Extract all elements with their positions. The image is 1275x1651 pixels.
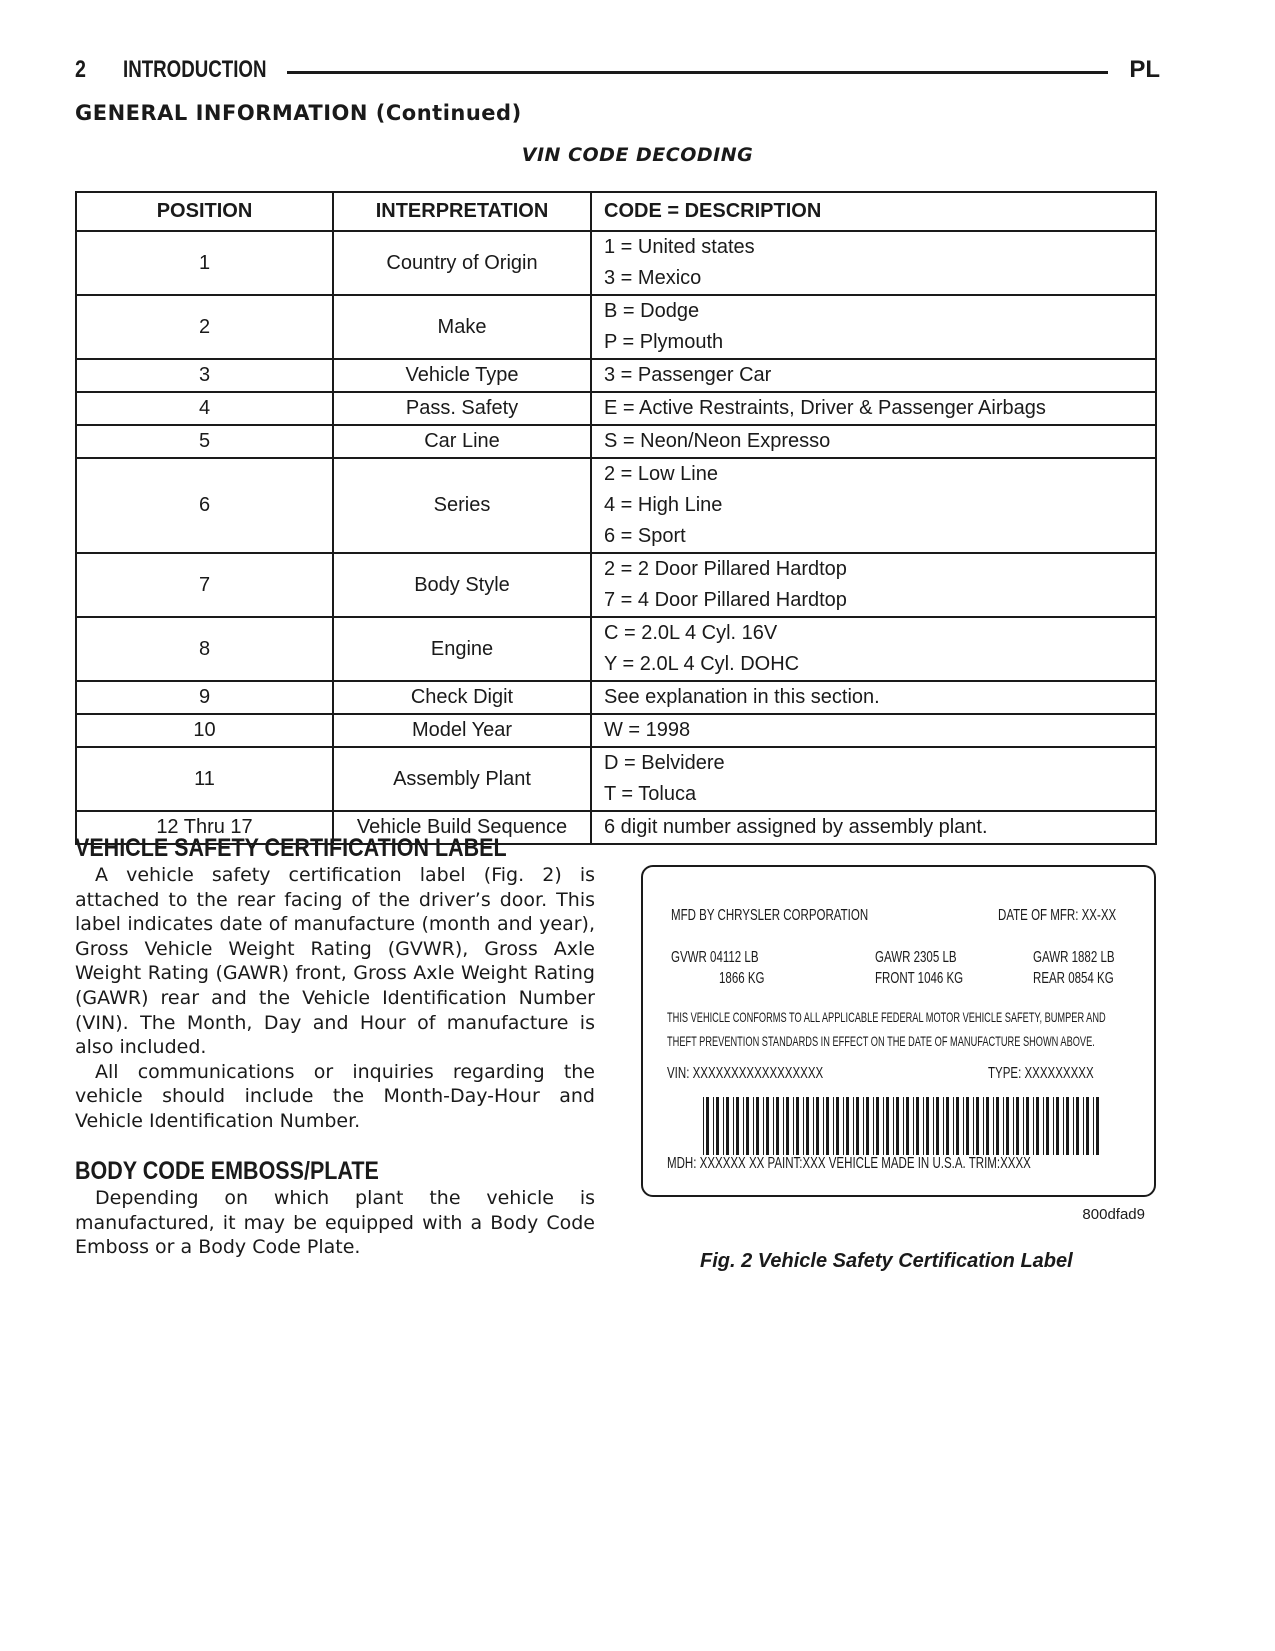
barcode-bar: [943, 1097, 944, 1155]
code-line: See explanation in this section.: [604, 686, 880, 708]
column-header: POSITION: [76, 192, 333, 231]
barcode-bar: [1006, 1097, 1009, 1155]
barcode-bar: [903, 1097, 904, 1155]
interpretation-cell: Model Year: [333, 714, 591, 747]
barcode-bar: [1023, 1097, 1024, 1155]
interpretation-cell: Car Line: [333, 425, 591, 458]
barcode-bar: [793, 1097, 794, 1155]
code-description-cell: [591, 359, 1156, 392]
barcode-bar: [1066, 1097, 1069, 1155]
code-line: D = Belvidere: [604, 752, 725, 774]
barcode-bar: [1016, 1097, 1019, 1155]
interpretation-cell: Engine: [333, 617, 591, 681]
interpretation-cell: Vehicle Type: [333, 359, 591, 392]
code-line: B = Dodge: [604, 300, 700, 322]
barcode-bar: [796, 1097, 799, 1155]
body-code-heading: BODY CODE EMBOSS/PLATE: [75, 1157, 379, 1185]
page-number: 2: [75, 56, 86, 83]
chapter-title: INTRODUCTION: [123, 56, 267, 83]
code-description-cell: [591, 617, 1156, 681]
code-line: P = Plymouth: [604, 331, 724, 353]
barcode-bar: [776, 1097, 779, 1155]
vin-code-table: [75, 191, 1157, 845]
barcode-bar: [1053, 1097, 1054, 1155]
code-line: 6 = Sport: [604, 525, 686, 547]
barcode-bar: [1073, 1097, 1074, 1155]
table-row: [76, 553, 1156, 617]
barcode-bar: [913, 1097, 914, 1155]
code-description-cell: [591, 231, 1156, 295]
label-date: DATE OF MFR: XX-XX: [998, 907, 1117, 924]
position-cell: 7: [76, 553, 333, 617]
code-description-cell: [591, 681, 1156, 714]
code-line: S = Neon/Neon Expresso: [604, 430, 831, 452]
barcode-bar: [886, 1097, 889, 1155]
barcode-bar: [976, 1097, 979, 1155]
safety-label-heading: VEHICLE SAFETY CERTIFICATION LABEL: [75, 834, 507, 862]
figure-caption: Fig. 2 Vehicle Safety Certification Label: [700, 1250, 1073, 1272]
position-cell: 8: [76, 617, 333, 681]
column-header: CODE = DESCRIPTION: [591, 192, 1156, 231]
barcode-bar: [986, 1097, 989, 1155]
paragraph: All communications or inquiries regarding the vehicle should include the Month-Day-Hour and Vehicle Identification Number.: [75, 1060, 595, 1132]
barcode-bar: [733, 1097, 734, 1155]
label-gawr-rear-kg: REAR 0854 KG: [1033, 970, 1114, 987]
barcode-bar: [956, 1097, 959, 1155]
barcode-bar: [963, 1097, 964, 1155]
barcode-bar: [946, 1097, 949, 1155]
code-line: 7 = 4 Door Pillared Hardtop: [604, 589, 847, 611]
barcode-bar: [923, 1097, 924, 1155]
barcode-bar: [763, 1097, 764, 1155]
barcode-bar: [1026, 1097, 1029, 1155]
section-code: PL: [1129, 56, 1160, 83]
table-row: [76, 617, 1156, 681]
barcode-bar: [1046, 1097, 1049, 1155]
barcode-bar: [936, 1097, 939, 1155]
barcode-bar: [726, 1097, 729, 1155]
section-title: GENERAL INFORMATION (Continued): [75, 101, 522, 125]
barcode-bar: [906, 1097, 909, 1155]
paragraph: A vehicle safety certification label (Fig. 2) is attached to the rear facing of the driver’s door. This label indicates date of manufacture (month and year), Gross Vehicle Weight Rating (GVWR), Gross Axle Weight Rating (GAWR) front, Gross Axle Weight Rating (GAWR) rear and the Vehicle Identification Number (VIN). The Month, Day and Hour of manufacture is also included.: [75, 864, 595, 1059]
barcode-bar: [933, 1097, 934, 1155]
code-line: 2 = Low Line: [604, 463, 718, 485]
code-description-cell: [591, 425, 1156, 458]
position-cell: 12 Thru 17: [76, 811, 333, 844]
code-description-cell: [591, 747, 1156, 811]
barcode-bar: [826, 1097, 829, 1155]
table-row: [76, 392, 1156, 425]
code-description-cell: [591, 553, 1156, 617]
barcode-bar: [1013, 1097, 1014, 1155]
label-gawr-front-kg: FRONT 1046 KG: [875, 970, 964, 987]
barcode-bar: [816, 1097, 819, 1155]
barcode-bar: [856, 1097, 859, 1155]
barcode-bar: [973, 1097, 974, 1155]
barcode-bar: [996, 1097, 999, 1155]
position-cell: 6: [76, 458, 333, 553]
code-line: 4 = High Line: [604, 494, 723, 516]
interpretation-cell: Assembly Plant: [333, 747, 591, 811]
table-row: [76, 458, 1156, 553]
barcode-bar: [866, 1097, 869, 1155]
interpretation-cell: Vehicle Build Sequence: [333, 811, 591, 844]
barcode-bar: [803, 1097, 804, 1155]
table-row: [76, 747, 1156, 811]
barcode-bar: [836, 1097, 839, 1155]
label-gawr-front: GAWR 2305 LB: [875, 949, 957, 966]
barcode-bar: [833, 1097, 834, 1155]
barcode-bar: [896, 1097, 899, 1155]
table-row: [76, 681, 1156, 714]
table-row: [76, 231, 1156, 295]
code-line: 3 = Passenger Car: [604, 364, 772, 386]
barcode-bar: [766, 1097, 769, 1155]
interpretation-cell: Body Style: [333, 553, 591, 617]
barcode-bar: [846, 1097, 849, 1155]
barcode-bar: [1036, 1097, 1039, 1155]
position-cell: 3: [76, 359, 333, 392]
interpretation-cell: Pass. Safety: [333, 392, 591, 425]
barcode-bar: [926, 1097, 929, 1155]
code-line: 2 = 2 Door Pillared Hardtop: [604, 558, 847, 580]
barcode-bar: [823, 1097, 824, 1155]
barcode-bar: [746, 1097, 749, 1155]
position-cell: 5: [76, 425, 333, 458]
certification-label-illustration: [641, 865, 1156, 1197]
position-cell: 4: [76, 392, 333, 425]
label-gawr-rear: GAWR 1882 LB: [1033, 949, 1115, 966]
table-row: [76, 295, 1156, 359]
code-description-cell: [591, 295, 1156, 359]
barcode-bar: [1003, 1097, 1004, 1155]
barcode-bar: [1063, 1097, 1064, 1155]
table-header-row: [76, 192, 1156, 231]
barcode-bar: [983, 1097, 984, 1155]
label-gvwr: GVWR 04112 LB: [671, 949, 759, 966]
barcode-bar: [1096, 1097, 1099, 1155]
barcode-bar: [1086, 1097, 1089, 1155]
barcode-bar: [706, 1097, 709, 1155]
code-line: W = 1998: [604, 719, 691, 741]
barcode-bar: [703, 1097, 704, 1155]
label-conform-2: THEFT PREVENTION STANDARDS IN EFFECT ON THE DATE OF MANUFACTURE SHOWN ABOVE.: [667, 1033, 1095, 1049]
position-cell: 1: [76, 231, 333, 295]
position-cell: 11: [76, 747, 333, 811]
barcode-bar: [966, 1097, 969, 1155]
barcode-bar: [873, 1097, 874, 1155]
table-title: VIN CODE DECODING: [521, 144, 754, 166]
code-line: T = Toluca: [604, 783, 697, 805]
label-mfd: MFD BY CHRYSLER CORPORATION: [671, 907, 869, 924]
barcode-bar: [786, 1097, 789, 1155]
barcode-bar: [773, 1097, 774, 1155]
barcode-bar: [743, 1097, 744, 1155]
barcode-bar: [863, 1097, 864, 1155]
position-cell: 10: [76, 714, 333, 747]
page-header: [75, 56, 1160, 90]
code-description-cell: [591, 458, 1156, 553]
label-gvwr-kg: 1866 KG: [719, 970, 765, 987]
barcode-bar: [843, 1097, 844, 1155]
barcode-bar: [1033, 1097, 1034, 1155]
code-line: E = Active Restraints, Driver & Passenger Airbags: [604, 397, 1046, 419]
code-line: Y = 2.0L 4 Cyl. DOHC: [604, 653, 800, 675]
interpretation-cell: Make: [333, 295, 591, 359]
barcode-bar: [1056, 1097, 1059, 1155]
table-body: [76, 231, 1156, 844]
header-rule: [287, 71, 1108, 74]
label-vin: VIN: XXXXXXXXXXXXXXXXX: [667, 1065, 824, 1082]
code-line: 1 = United states: [604, 236, 755, 258]
barcode-bar: [806, 1097, 809, 1155]
position-cell: 2: [76, 295, 333, 359]
column-header: INTERPRETATION: [333, 192, 591, 231]
barcode-bar: [876, 1097, 879, 1155]
barcode-bar: [753, 1097, 754, 1155]
barcode-bar: [1093, 1097, 1094, 1155]
barcode-bar: [1076, 1097, 1079, 1155]
barcode-bar: [783, 1097, 784, 1155]
barcode-bar: [716, 1097, 719, 1155]
table-row: [76, 714, 1156, 747]
barcode-bar: [813, 1097, 814, 1155]
code-line: C = 2.0L 4 Cyl. 16V: [604, 622, 778, 644]
table-row: [76, 359, 1156, 392]
barcode-bar: [916, 1097, 919, 1155]
barcode-bar: [723, 1097, 724, 1155]
safety-label-body: [75, 863, 595, 1134]
barcode-bar: [993, 1097, 994, 1155]
figure-id: 800dfad9: [1082, 1206, 1145, 1223]
barcode-bar: [953, 1097, 954, 1155]
barcode-bar: [1043, 1097, 1044, 1155]
interpretation-cell: Country of Origin: [333, 231, 591, 295]
label-bottom-line: MDH: XXXXXX XX PAINT:XXX VEHICLE MADE IN U.S.A. TRIM:XXXX: [667, 1155, 1031, 1172]
barcode-bar: [1083, 1097, 1084, 1155]
interpretation-cell: Check Digit: [333, 681, 591, 714]
interpretation-cell: Series: [333, 458, 591, 553]
paragraph: Depending on which plant the vehicle is manufactured, it may be equipped with a Body Code Emboss or a Body Code Plate.: [75, 1187, 595, 1259]
label-conform-1: THIS VEHICLE CONFORMS TO ALL APPLICABLE FEDERAL MOTOR VEHICLE SAFETY, BUMPER AND: [667, 1009, 1106, 1025]
barcode-bar: [713, 1097, 714, 1155]
code-description-cell: [591, 714, 1156, 747]
barcode-bar: [756, 1097, 759, 1155]
body-code-body: [75, 1186, 595, 1260]
barcode-bar: [853, 1097, 854, 1155]
code-line: 6 digit number assigned by assembly plant.: [604, 816, 988, 838]
barcode: [703, 1097, 1103, 1155]
code-description-cell: [591, 811, 1156, 844]
code-line: 3 = Mexico: [604, 267, 702, 289]
barcode-bar: [883, 1097, 884, 1155]
label-type: TYPE: XXXXXXXXX: [988, 1065, 1094, 1082]
position-cell: 9: [76, 681, 333, 714]
barcode-bar: [736, 1097, 739, 1155]
code-description-cell: [591, 392, 1156, 425]
table-row: [76, 425, 1156, 458]
barcode-bar: [893, 1097, 894, 1155]
